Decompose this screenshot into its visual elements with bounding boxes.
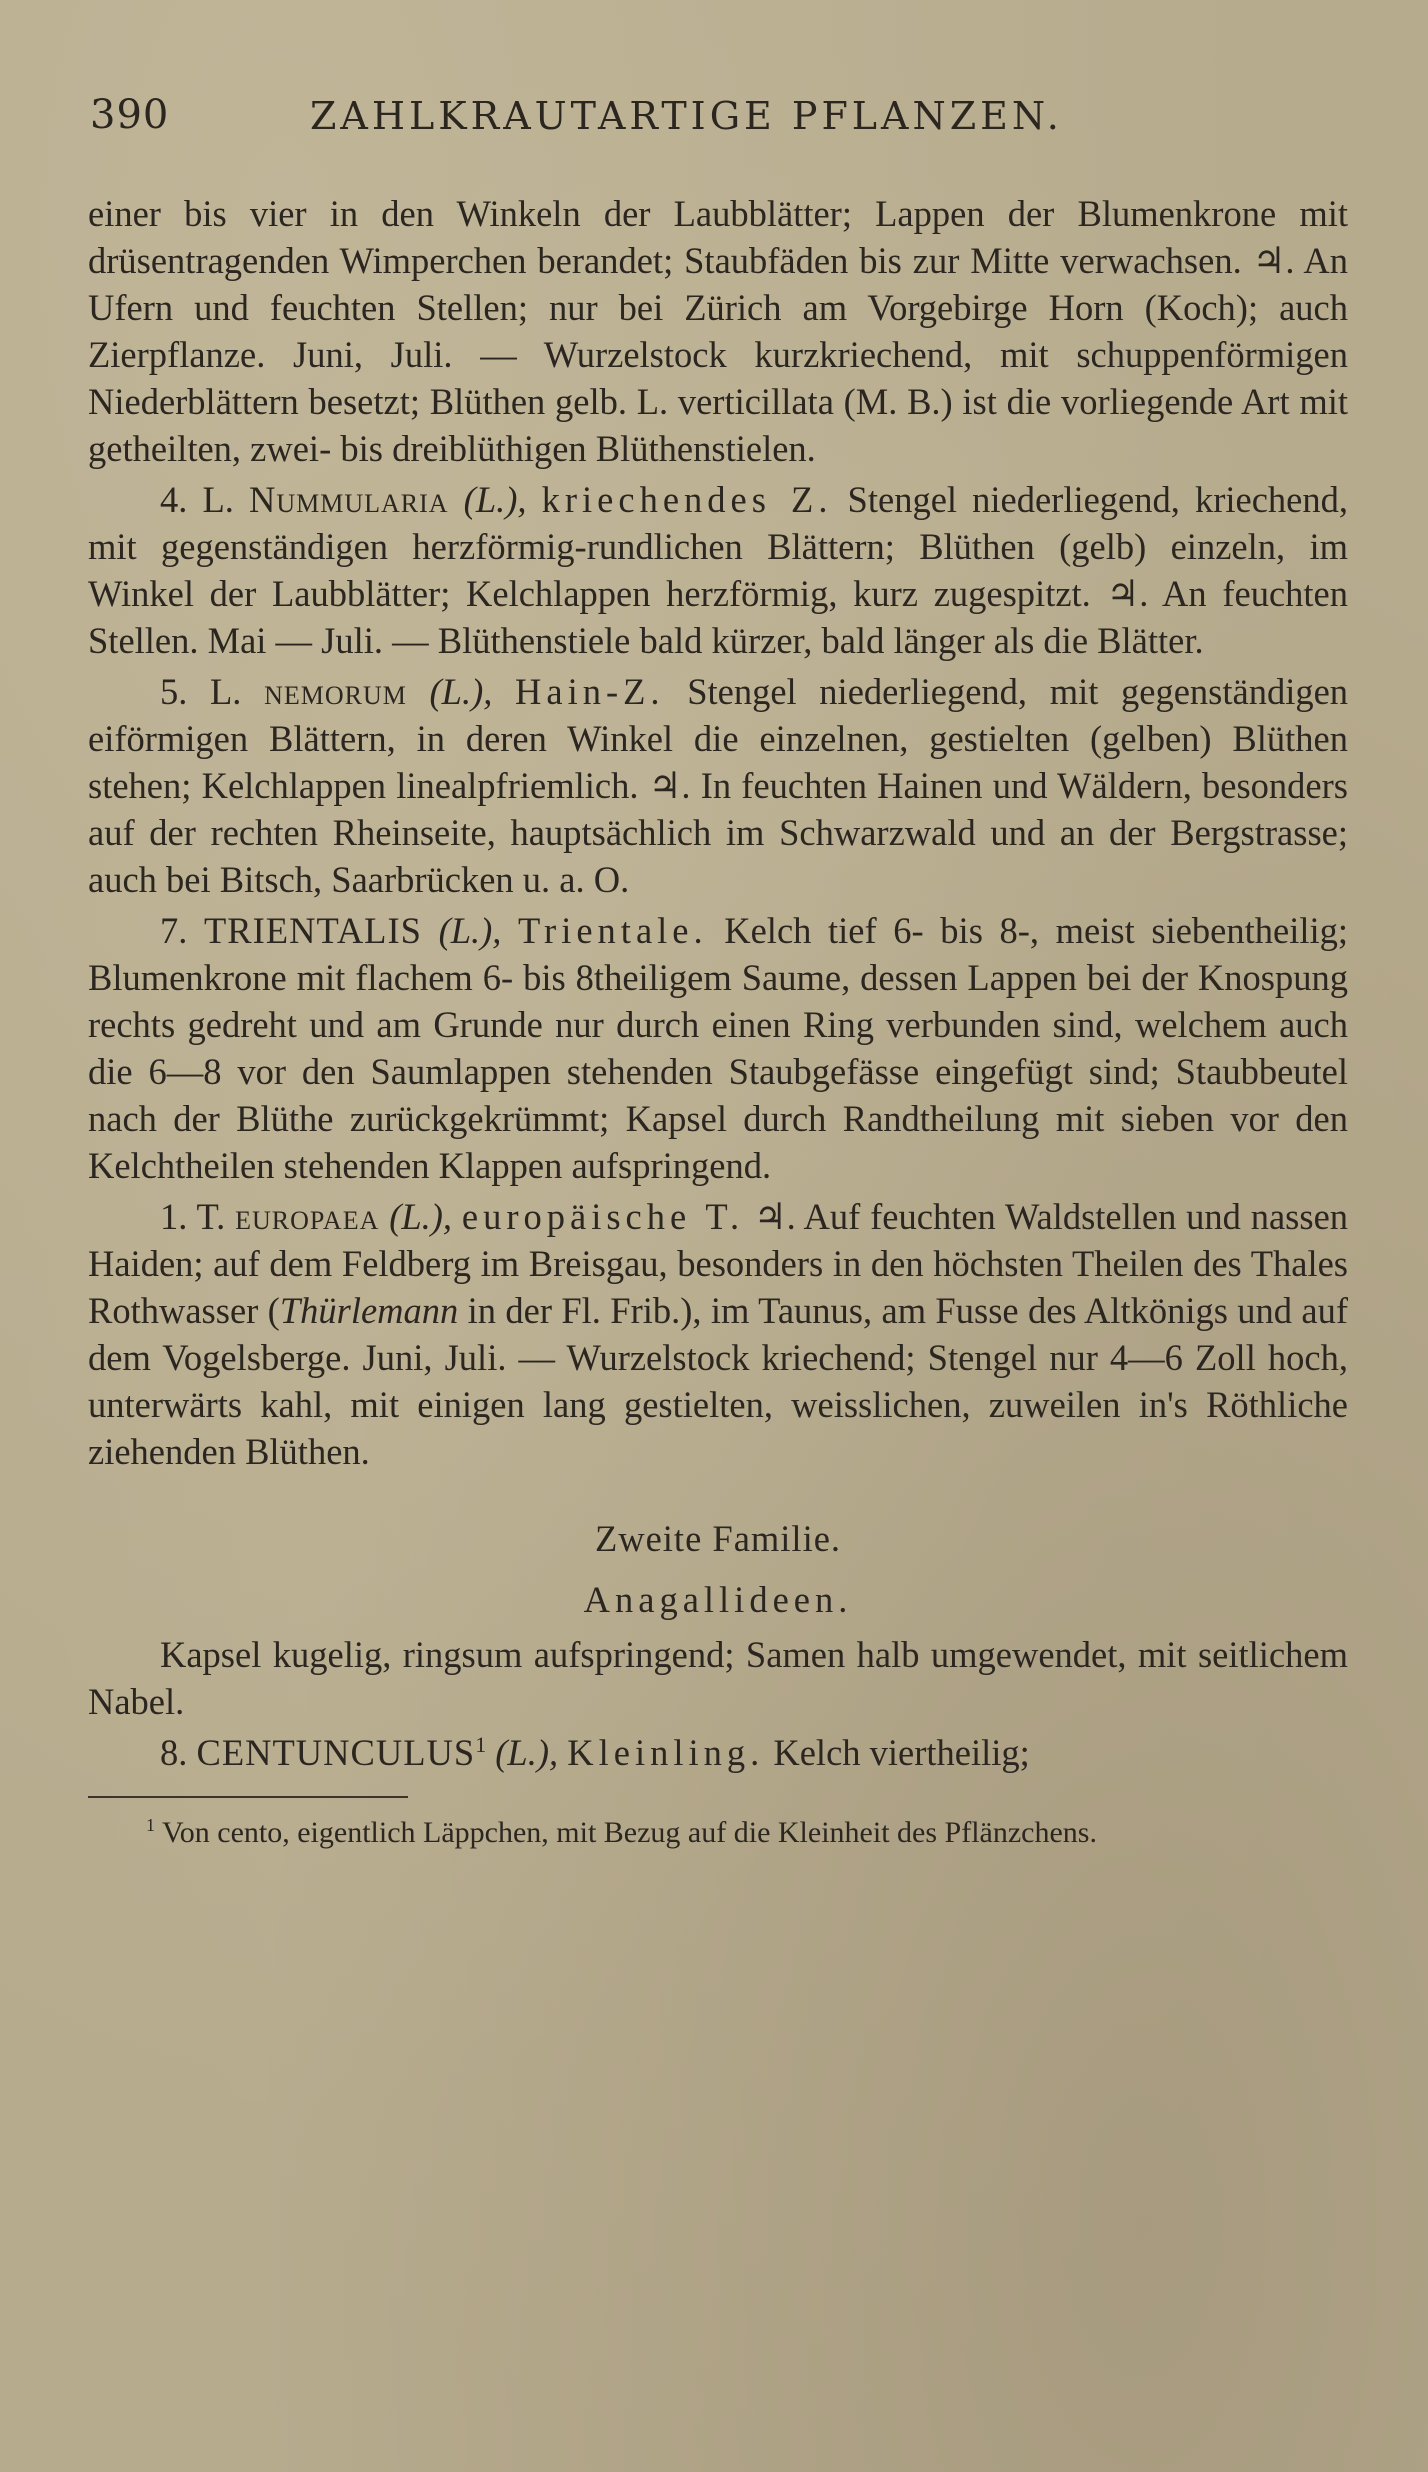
- species-description: Stengel niederliegend, mit gegenständigen eiförmigen Blättern, in deren Winkel die einzelnen, gestielten (gelben) Blüthen stehen; Kelchlappen linealpfriemlich. ♃. In feuchten Hainen und Wäldern, besonders auf der rechten Rheinseite, hauptsächlich im Schwarzwald und an der Bergstrasse; auch bei Bitsch, Saarbrücken u. a. O.: [88, 671, 1349, 900]
- species-description-part-b: in der Fl. Frib.), im Taunus, am Fusse des Altkönigs und auf dem Vogelsberge. Juni, Juli. — Wurzelstock kriechend; Stengel nur 4—6 Zoll hoch, unterwärts kahl, mit einigen lang gestielten, weisslichen, zuweilen in's Röthliche ziehenden Blüthen.: [88, 1290, 1348, 1472]
- cited-author: Thürlemann: [279, 1290, 459, 1331]
- species-entry-nummularia: [88, 476, 1348, 664]
- species-authority: (L.),: [389, 1196, 453, 1237]
- genus-number: 8.: [160, 1732, 188, 1773]
- genus-entry-trientalis: [88, 907, 1348, 1189]
- genus-authority: (L.),: [495, 1732, 559, 1773]
- family-description: Kapsel kugelig, ringsum aufspringend; Samen halb umgewendet, mit seitlichem Nabel.: [88, 1634, 1348, 1722]
- common-name: europäische T.: [461, 1196, 745, 1237]
- genus-description: Kelch tief 6- bis 8-, meist siebentheilig; Blumenkrone mit flachem 6- bis 8theiligem Saume, dessen Lappen bei der Knospung rechts gedreht und am Grunde nur durch einen Ring verbunden sind, welchem auch die 6—8 vor den Saumlappen stehenden Staubgefässe eingefügt sind; Staubbeutel nach der Blüthe zurückgekrümmt; Kapsel durch Randtheilung mit sieben vor den Kelchtheilen stehenden Klappen aufspringend.: [88, 910, 1349, 1186]
- running-title: ZAHLKRAUTARTIGE PFLANZEN.: [310, 94, 1063, 138]
- species-entry-europaea: [88, 1193, 1348, 1475]
- genus-name: CENTUNCULUS: [196, 1732, 476, 1773]
- footnote-reference: 1: [475, 1731, 487, 1757]
- species-name: europaea: [235, 1196, 380, 1237]
- footnote-text: Von cento, eigentlich Läppchen, mit Bezug auf die Kleinheit des Pflänzchens.: [161, 1816, 1097, 1849]
- species-number: 1. T.: [160, 1196, 226, 1237]
- common-name: Kleinling.: [567, 1732, 765, 1773]
- footnote-divider: [88, 1796, 408, 1798]
- genus-authority: (L.),: [438, 910, 502, 951]
- genus-number: 7.: [160, 910, 188, 951]
- common-name: Hain-Z.: [515, 671, 665, 712]
- species-authority: (L.),: [463, 479, 527, 520]
- family-name: Anagallideen.: [583, 1579, 853, 1620]
- species-number: 5. L.: [160, 671, 242, 712]
- common-name: Trientale.: [518, 910, 708, 951]
- species-name: nemorum: [264, 671, 407, 712]
- genus-entry-centunculus: [88, 1729, 1348, 1776]
- species-entry-nemorum: [88, 668, 1348, 903]
- species-name: Nummularia: [248, 479, 449, 520]
- species-authority: (L.),: [429, 671, 493, 712]
- page-body: [88, 190, 1348, 1854]
- family-label: Zweite Familie.: [594, 1518, 842, 1559]
- common-name: kriechendes Z.: [541, 479, 833, 520]
- footnote-marker: 1: [146, 1815, 155, 1836]
- genus-description: Kelch viertheilig;: [773, 1732, 1030, 1773]
- species-description: Stengel niederliegend, kriechend, mit gegenständigen herzförmig-rundlichen Blättern; Blüthen (gelb) einzeln, im Winkel der Laubblätter; Kelchlappen herzförmig, kurz zugespitzt. ♃. An feuchten Stellen. Mai — Juli. — Blüthenstiele bald kürzer, bald länger als die Blätter.: [88, 479, 1348, 661]
- species-description-part-a: ♃. Auf feuchten Waldstellen und nassen Haiden; auf dem Feldberg im Breisgau, besonders in den höchsten Theilen des Thales Rothwasser (: [88, 1196, 1349, 1331]
- page-header: [90, 92, 1140, 152]
- page-number: 390: [90, 92, 170, 138]
- species-number: 4. L.: [160, 479, 234, 520]
- footnote: [88, 1812, 1348, 1854]
- paragraph-continuation: einer bis vier in den Winkeln der Laubblätter; Lappen der Blumenkrone mit drüsentragenden Wimperchen berandet; Staubfäden bis zur Mitte verwachsen. ♃. An Ufern und feuchten Stellen; nur bei Zürich am Vorgebirge Horn (Koch); auch Zierpflanze. Juni, Juli. — Wurzelstock kurzkriechend, mit schuppenförmigen Niederblättern besetzt; Blüthen gelb. L. verticillata (M. B.) ist die vorliegende Art mit getheilten, zwei- bis dreiblüthigen Blüthenstielen.: [88, 193, 1348, 469]
- genus-name: TRIENTALIS: [204, 910, 422, 951]
